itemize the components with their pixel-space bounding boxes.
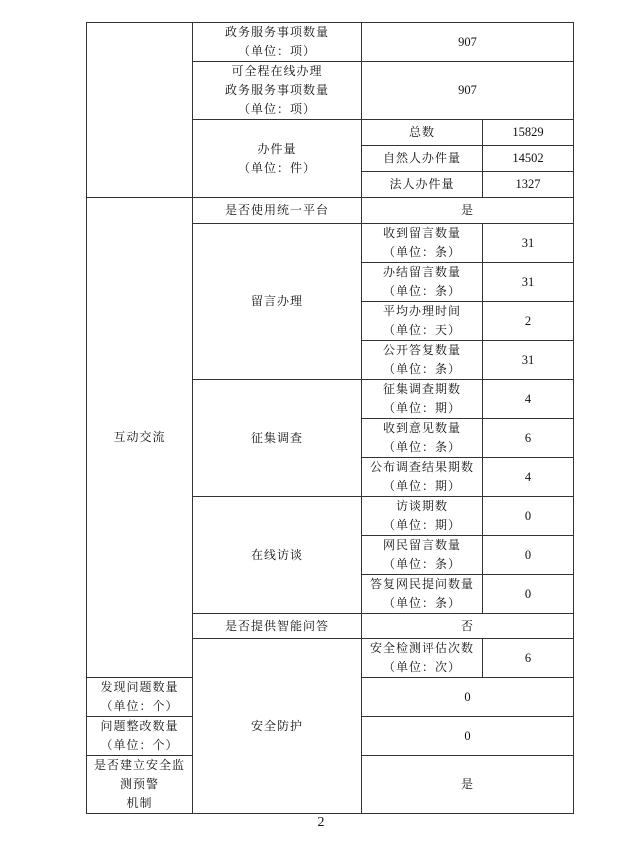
sub-value: 14502 [483, 146, 574, 172]
sub-label: 平均办理时间 （单位：天） [362, 302, 483, 341]
sub-label: 征集调查期数 （单位：期） [362, 380, 483, 419]
sub-value: 2 [483, 302, 574, 341]
page-number: 2 [317, 815, 325, 830]
sub-value: 4 [483, 380, 574, 419]
sub-label: 收到留言数量 （单位：条） [362, 224, 483, 263]
sub-label: 收到意见数量 （单位：条） [362, 419, 483, 458]
sub-label: 访谈期数 （单位：期） [362, 497, 483, 536]
row-value: 0 [362, 717, 574, 756]
sub-value: 0 [483, 536, 574, 575]
sub-label: 自然人办件量 [362, 146, 483, 172]
messages-label: 留言办理 [193, 224, 362, 380]
row-value: 否 [362, 614, 574, 639]
row-label: 安全检测评估次数 （单位：次） [362, 639, 483, 678]
row-value: 0 [362, 678, 574, 717]
category-cell-empty [87, 23, 193, 198]
sub-value: 15829 [483, 120, 574, 146]
sub-value: 6 [483, 419, 574, 458]
sub-label: 公布调查结果期数 （单位：期） [362, 458, 483, 497]
category-security: 安全防护 [193, 639, 362, 814]
survey-label: 征集调查 [193, 380, 362, 497]
row-value: 是 [362, 198, 574, 224]
interview-label: 在线访谈 [193, 497, 362, 614]
row-value: 907 [362, 62, 574, 120]
row-label: 政务服务事项数量 （单位：项） [193, 23, 362, 62]
row-label: 是否使用统一平台 [193, 198, 362, 224]
statistics-table [86, 22, 574, 814]
sub-value: 0 [483, 497, 574, 536]
sub-label: 公开答复数量 （单位：条） [362, 341, 483, 380]
row-label: 是否建立安全监测预警 机制 [87, 756, 193, 814]
row-label: 是否提供智能问答 [193, 614, 362, 639]
sub-label: 法人办件量 [362, 172, 483, 198]
row-label: 可全程在线办理 政务服务事项数量 （单位：项） [193, 62, 362, 120]
workload-label: 办件量 （单位：件） [193, 120, 362, 198]
sub-label: 答复网民提问数量 （单位：条） [362, 575, 483, 614]
sub-value: 4 [483, 458, 574, 497]
sub-value: 31 [483, 263, 574, 302]
sub-label: 网民留言数量 （单位：条） [362, 536, 483, 575]
category-interaction: 互动交流 [87, 198, 193, 678]
sub-label: 总数 [362, 120, 483, 146]
row-value: 6 [483, 639, 574, 678]
sub-label: 办结留言数量 （单位：条） [362, 263, 483, 302]
sub-value: 31 [483, 224, 574, 263]
row-value: 是 [362, 756, 574, 814]
row-label: 问题整改数量 （单位：个） [87, 717, 193, 756]
sub-value: 31 [483, 341, 574, 380]
sub-value: 1327 [483, 172, 574, 198]
sub-value: 0 [483, 575, 574, 614]
row-value: 907 [362, 23, 574, 62]
row-label: 发现问题数量 （单位：个） [87, 678, 193, 717]
